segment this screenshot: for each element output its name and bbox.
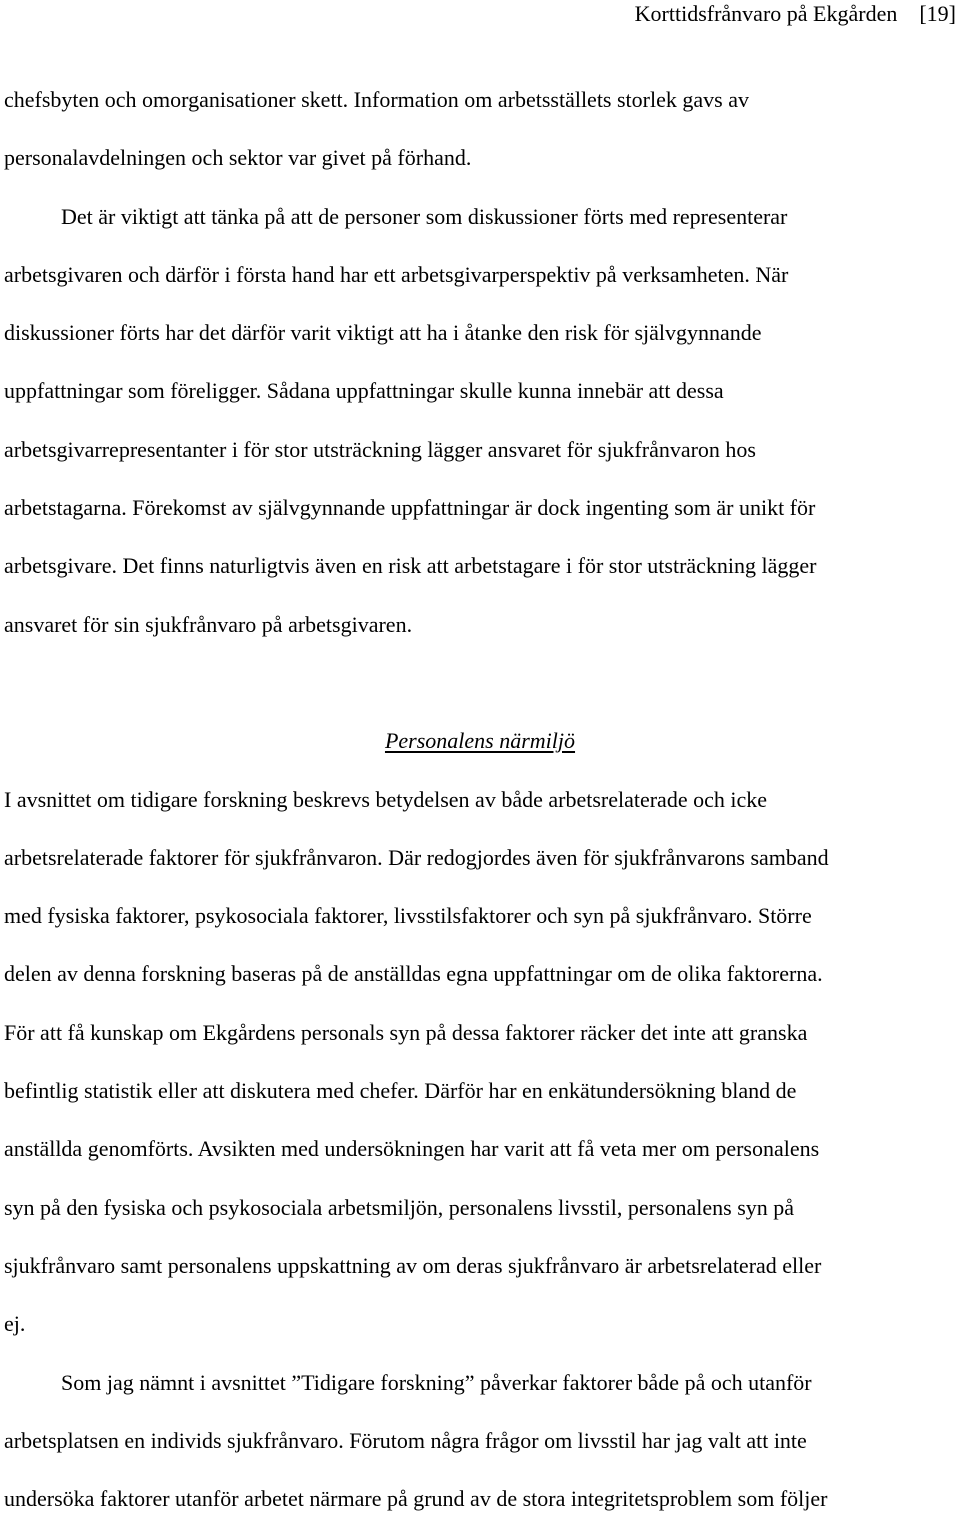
text-line: sjukfrånvaro samt personalens uppskattning av om deras sjukfrånvaro är arbetsrelaterad eller (4, 1252, 822, 1278)
text-line: arbetsplatsen en individs sjukfrånvaro. Förutom några frågor om livsstil har jag valt att inte (4, 1427, 807, 1453)
body-text (4, 71, 956, 1528)
section-heading: Personalens närmiljö (384, 728, 576, 754)
text-line: ansvaret för sin sjukfrånvaro på arbetsgivaren. (4, 611, 413, 637)
text-line: uppfattningar som föreligger. Sådana uppfattningar skulle kunna innebär att dessa (4, 378, 724, 404)
text-line: diskussioner förts har det därför varit viktigt att ha i åtanke den risk för självgynnande (4, 320, 762, 346)
text-line: arbetstagarna. Förekomst av självgynnande uppfattningar är dock ingenting som är unikt för (4, 495, 816, 521)
text-line: arbetsgivaren och därför i första hand har ett arbetsgivarperspektiv på verksamheten. När (4, 261, 789, 287)
text-line: med fysiska faktorer, psykosociala faktorer, livsstilsfaktorer och syn på sjukfrånvaro. Större (4, 903, 812, 929)
text-line: delen av denna forskning baseras på de anställdas egna uppfattningar om de olika faktorerna. (4, 961, 823, 987)
text-line: personalavdelningen och sektor var givet på förhand. (4, 145, 472, 171)
running-header (635, 0, 956, 28)
page-number: [19] (919, 1, 956, 26)
text-line: Det är viktigt att tänka på att de personer som diskussioner förts med representerar (61, 203, 788, 229)
text-line: arbetsgivarrepresentanter i för stor utsträckning lägger ansvaret för sjukfrånvaron hos (4, 436, 756, 462)
text-line: I avsnittet om tidigare forskning beskrevs betydelsen av både arbetsrelaterade och icke (4, 786, 767, 812)
text-line: arbetsrelaterade faktorer för sjukfrånvaron. Där redogjordes även för sjukfrånvarons samband (4, 844, 829, 870)
text-line: chefsbyten och omorganisationer skett. Information om arbetsställets storlek gavs av (4, 87, 749, 112)
text-line: syn på den fysiska och psykosociala arbetsmiljön, personalens livsstil, personalens syn på (4, 1194, 795, 1220)
blank-line (4, 654, 956, 712)
text-line: befintlig statistik eller att diskutera med chefer. Därför har en enkätundersökning bland de (4, 1078, 797, 1104)
text-line: arbetsgivare. Det finns naturligtvis även en risk att arbetstagare i för stor utsträckning lägger (4, 553, 817, 579)
text-line: Som jag nämnt i avsnittet ”Tidigare forskning” påverkar faktorer både på och utanför (61, 1369, 812, 1395)
header-title: Korttidsfrånvaro på Ekgården (634, 1, 898, 26)
text-line: anställda genomförts. Avsikten med undersökningen har varit att få veta mer om personalens (4, 1136, 820, 1162)
text-line: ej. (4, 1311, 26, 1337)
text-line: undersöka faktorer utanför arbetet närmare på grund av de stora integritetsproblem som följer (4, 1486, 828, 1512)
text-line: För att få kunskap om Ekgårdens personals syn på dessa faktorer räcker det inte att granska (4, 1019, 808, 1045)
